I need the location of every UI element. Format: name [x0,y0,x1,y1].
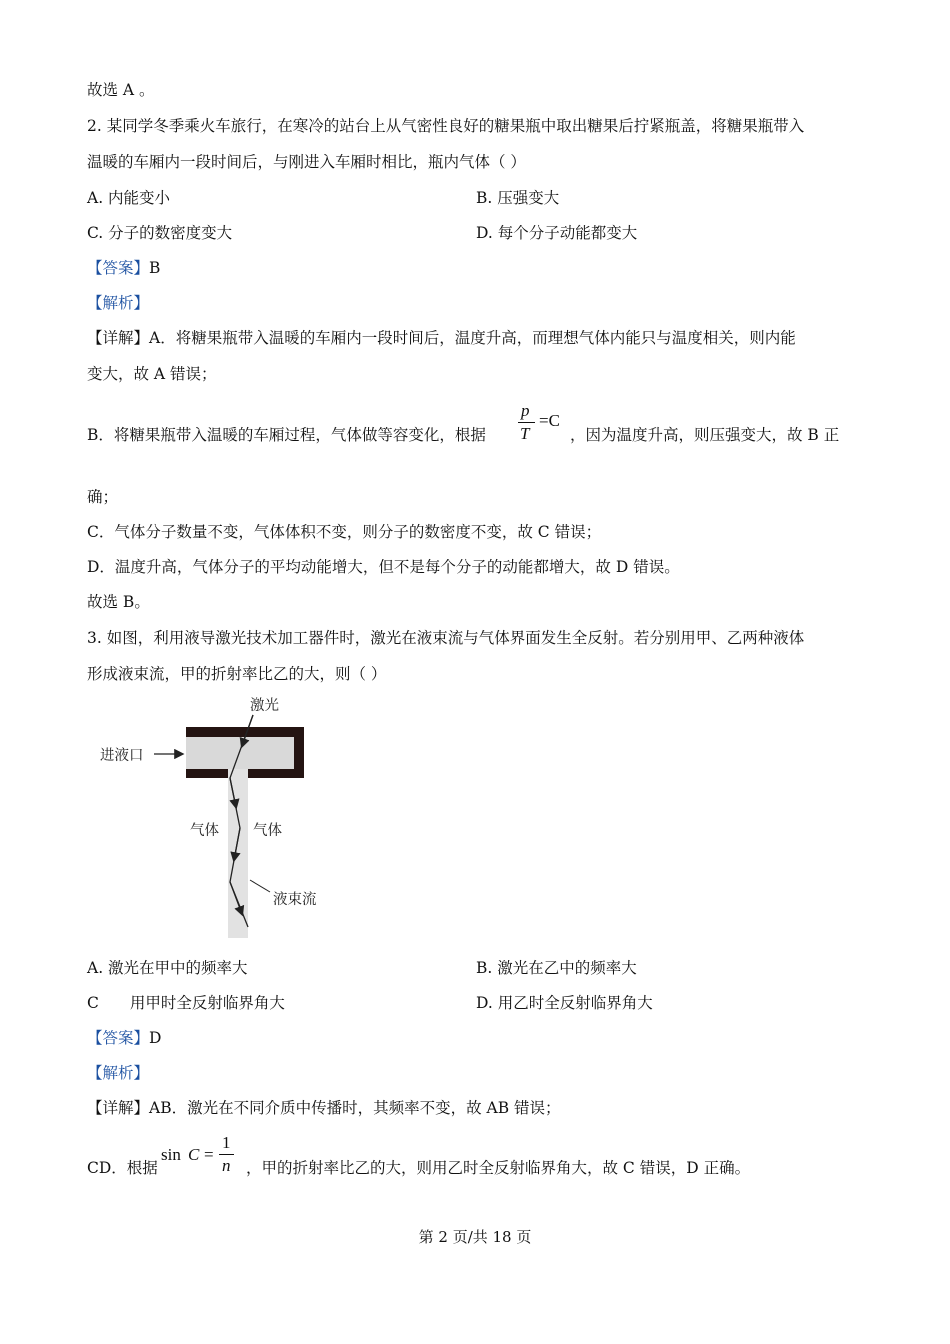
answer-value: D [149,1029,162,1047]
nozzle-cavity [186,737,294,769]
q2-stem-line2: 温暖的车厢内一段时间后，与刚进入车厢时相比，瓶内气体（ ） [87,153,526,171]
q2-option-c: C. 分子的数密度变大 [87,224,233,242]
q2-stem-line1: 2. 某同学冬季乘火车旅行，在寒冷的站台上从气密性良好的糖果瓶中取出糖果后拧紧瓶盖，将糖果瓶带入 [87,117,805,135]
text-line: 故选 A 。 [87,81,155,99]
fraction-bar [518,422,535,423]
q2-option-a: A. 内能变小 [87,189,171,207]
label-gas-right: 气体 [253,823,282,839]
detail-tag: 【详解】 [87,329,150,347]
detail-text: A．将糖果瓶带入温暖的车厢内一段时间后，温度升高，而理想气体内能只与温度相关，则内能 [149,329,796,347]
formula-numerator: 1 [222,1133,231,1152]
q2-option-b: B. 压强变大 [476,189,560,207]
label-inlet: 进液口 [100,748,144,764]
q2-option-d: D. 每个分子动能都变大 [476,224,638,242]
answer-tag: 【答案】 [87,1029,150,1047]
stream-leader-line [250,880,270,892]
q3-option-d: D. 用乙时全反射临界角大 [476,994,653,1012]
liquid-laser-figure [90,690,360,945]
liquid-stream [228,778,248,938]
detail-tag: 【详解】 [87,1099,150,1117]
page-footer: 第 2 页/共 18 页 [418,1228,532,1246]
q2-detail-line3b: ，因为温度升高，则压强变大，故 B 正 [570,426,840,444]
formula-rhs: =C [539,411,560,430]
formula-numerator: p [521,401,530,420]
formula-var: C [188,1145,200,1164]
q2-detail-line1 [87,328,796,348]
q2-answer [87,258,160,278]
q3-answer [87,1028,161,1048]
q2-detail-line4: 确； [87,488,119,506]
detail-text: AB．激光在不同介质中传播时，其频率不变，故 AB 错误； [149,1099,561,1117]
q3-option-b: B. 激光在乙中的频率大 [476,959,637,977]
formula-denominator: n [222,1156,231,1175]
label-gas-left: 气体 [190,823,219,839]
answer-tag: 【答案】 [87,259,150,277]
q3-detail-line1 [87,1098,561,1118]
formula-eq: = [204,1145,214,1164]
q2-detail-line5: C．气体分子数量不变，气体体积不变，则分子的数密度不变，故 C 错误； [87,523,602,541]
label-stream: 液束流 [273,892,317,908]
q3-option-c: C 用甲时全反射临界角大 [87,994,285,1012]
answer-value: B [149,259,161,277]
q2-detail-line6: D．温度升高，气体分子的平均动能增大，但不是每个分子的动能都增大，故 D 错误。 [87,558,680,576]
q3-stem-line2: 形成液束流，甲的折射率比乙的大，则（ ） [87,665,387,683]
q2-analysis-tag: 【解析】 [87,294,150,312]
q2-conclusion: 故选 B。 [87,593,150,611]
formula-denominator: T [520,424,530,443]
q2-detail-line3a: B．将糖果瓶带入温暖的车厢过程，气体做等容变化，根据 [87,426,486,444]
q3-detail-line2b: ，甲的折射率比乙的大，则用乙时全反射临界角大，故 C 错误，D 正确。 [246,1159,751,1177]
q3-stem-line1: 3. 如图，利用液导激光技术加工器件时，激光在液束流与气体界面发生全反射。若分别用甲、乙两种液体 [87,629,805,647]
fraction-bar [219,1154,234,1155]
q2-detail-line2: 变大，故 A 错误； [87,365,217,383]
formula-sin: sin [161,1145,181,1164]
label-laser: 激光 [250,698,279,714]
q3-option-a: A. 激光在甲中的频率大 [87,959,248,977]
q3-detail-line2a: CD．根据 [87,1159,158,1177]
q3-analysis-tag: 【解析】 [87,1064,150,1082]
